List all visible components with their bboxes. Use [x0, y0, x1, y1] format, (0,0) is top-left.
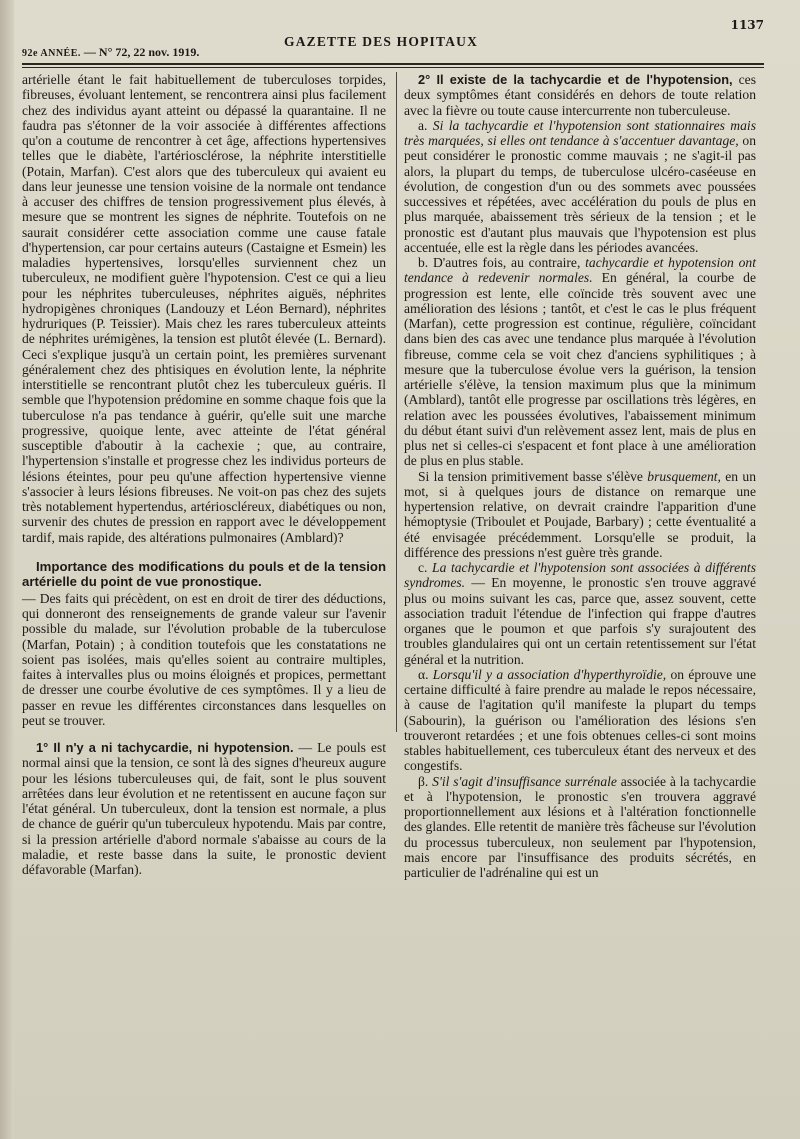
item-a-text: on peut considérer le pronostic comme mauvais ; ne s'agit-il pas alors, la plupart du temps, de tuberculose ulcéro-caséeuse en évolution, de congestion d'un ou des sommets avec poussées successives et répétées, avec accélération du pouls de plus en plus marquée, abaissement très sérieux de la tension ; et le pronostic est d'autant plus mauvais que l'hypotension est plus accentuée, elle est la règle dans les périodes avancées. [404, 133, 756, 255]
item-b-label: b. [418, 255, 429, 270]
item-beta-text: associée à la tachycardie et à l'hypotension, le pronostic s'en trouvera aggravé proportionnellement aux lésions et à l'altération fonctionnelle des glandes. Elle retentit de manière très fâcheuse sur l'évolution du processus tuberculeux, non seulement par l'hypotension, mais encore par l'insuffisance des produits sécrétés, en particulier de l'adrénaline qui est un [404, 773, 756, 880]
item-beta-heading: S'il s'agit d'insuffisance surrénale [432, 773, 617, 789]
issue-line [22, 45, 199, 60]
year-label: 92e ANNÉE. [22, 48, 81, 59]
point-2-heading: 2° Il existe de la tachycardie et de l'hypotension, [418, 72, 733, 87]
item-alpha-heading: Lorsqu'il y a association d'hyperthyroïdie, [432, 666, 667, 682]
page-header [22, 18, 764, 68]
point-2-text: ces deux symptômes étant considérés en dehors de toute relation avec la fièvre ou toute cause intercurrente non tuberculeuse. [404, 72, 756, 118]
item-c-label: c. [418, 560, 428, 575]
section-heading-prognosis: Importance des modifications du pouls et de la tension artérielle du point de vue pronostique. [22, 558, 386, 589]
paragraph-point-1 [22, 740, 386, 877]
item-b-intro: D'autres fois, au contraire, [432, 255, 581, 270]
sudden-rise-emphasis: brusquement, [647, 468, 721, 484]
item-alpha-label: α. [418, 666, 429, 682]
paragraph-hypertension-association: artérielle étant le fait habituellement de tuberculoses torpides, fibreuses, évoluant lentement, se rencontrera ainsi plus facilement chez des individus ayant atteint ou dépassé la quarantaine. Il ne faudra pas s'étonner de la voir associée à différentes affections qu'on a coutume de rencontrer à cet âge, affections hypertensives telles que le diabète, l'artériosclérose, la néphrite interstitielle (Potain, Marfan). C'est alors que des tuberculeux qui avaient eu dans leur jeunesse une tension voisine de la normale ont tendance à accuser des chiffres de tension progressivement plus élevés, à mesure que se montrent les signes de néphrite. Toutefois on ne saurait considérer cette association comme une cause fatale d'hypertension, car pour certains auteurs (Castaigne et Esmein) les maladies hypertensives, lorsqu'elles surviennent chez un tuberculeux, ne modifient guère l'hypotension. C'est ce qui a lieu pour les néphrites tuberculeuses, néphrites aiguës, néphrites hydropigènes chroniques (Landouzy et Léon Bernard), néphrites hydruriques (P. Teissier). Mais chez les rares tuberculeux atteints de néphrites urémigènes, la tension est plutôt élevée (L. Bernard). Ceci s'explique jusqu'à un certain point, les premières survenant généralement chez des phtisiques en évolution lente, la néphrite interstitielle se rencontrant plutôt chez les tuberculeux guéris. Il semble que l'hypotension prédomine en somme chaque fois que la tuberculose n'a pas tendance à guérir, qu'elle suit une marche progressive, quoique lente, avec atteinte de l'état général susceptible d'aboutir à la cachexie ; que, au contraire, l'hypertension s'installe et progresse chez les individus porteurs de lésions éteintes, pour peu qu'une affection hypertensive vienne s'associer à leurs lésions fibreuses. Ne voit-on pas chez des sujets très notablement hypertendus, artérioscléreux, diabétiques ou non, survenir des chutes de pression en rapport avec le développement tardif, mais rapide, des altérations pulmonaires (Amblard)? [22, 72, 386, 545]
left-column [22, 72, 386, 877]
column-divider [396, 72, 397, 732]
item-a-heading: Si la tachycardie et l'hypotension sont stationnaires mais très marquées, si elles ont tendance à s'accentuer davantage, [404, 117, 756, 148]
item-b-text: En général, la courbe de progression est lente, elle coïncide très souvent avec une amélioration des lésions ; tantôt, et c'est le cas le plus fréquent (Marfan), cette progression est continue, régulière, coïncidant dans bien des cas avec une tendance plus marquée à l'évolution fibreuse, comme cela se voit chez d'anciens syphilitiques ; à mesure que la tuberculose évolue vers la guérison, la tension artérielle s'élève, la tension maximum plus que la minimum (Amblard), tantôt elle progresse par oscillations très légères, en relation avec les poussées évolutives, l'abaissement minimum du début étant suivi d'un relèvement assez lent, mais de plus en plus net si celles-ci s'espacent et font place à une amélioration de plus en plus stable. [404, 270, 757, 469]
paragraph-sudden-rise [404, 469, 756, 561]
item-alpha-text: on éprouve une certaine difficulté à faire prendre au malade le repos nécessaire, à cause de l'agitation qu'il manifeste la plupart du temps (Sabourin), la guérison ou l'amélioration des lésions s'en trouveront retardées ; et une fois obtenues celles-ci sont moins stables habituellement, ces tuberculeux étant des nerveux et des congestifs. [404, 666, 756, 774]
page-binding-edge [0, 0, 14, 1139]
sudden-rise-text-b: en un mot, si à quelques jours de distance on remarque une hypertension relative, on devrait craindre l'apparition d'une hémoptysie (Triboulet et Poujade, Barbary) ; cette éventualité a été envisagée précédemment. Lorsqu'elle se produit, la différence des pressions n'est guère très grande. [404, 468, 757, 560]
paragraph-prognosis-intro: — Des faits qui précèdent, on est en droit de tirer des déductions, qui donneront des renseignements de grande valeur sur l'avenir possible du malade, sur l'évolution probable de la tuberculose (Marfan, Potain) ; à condition toutefois que les constatations ne soient pas isolées, mais qu'elles soient au contraire multiples, faites à intervalles plus ou moins éloignés et propices, permettant de dresser une courbe évolutive de ces symptômes. Il y a lieu de passer en revue les différentes circonstances dans lesquelles on peut se trouver. [22, 590, 386, 728]
journal-title: GAZETTE DES HOPITAUX [284, 34, 479, 49]
point-1-text: — Le pouls est normal ainsi que la tension, ce sont là des signes d'heureux augure pour les lésions tuberculeuses qui, de fait, sont le plus souvent arrêtées dans leur évolution et ne retentissent en aucune façon sur l'état général. Un tuberculeux, dont la tension est normale, a plus de chance de guérir qu'un tuberculeux hypotendu. Mais par contre, si la pression artérielle d'abord normale s'abaisse au cours de la maladie, et reste basse dans la suite, le pronostic devient défavorable (Marfan). [22, 740, 386, 877]
paragraph-alpha [404, 667, 756, 774]
item-a-label: a. [418, 117, 428, 133]
paragraph-a [404, 118, 756, 255]
item-c-text: — En moyenne, le pronostic s'en trouve aggravé plus ou moins suivant les cas, parce que, assez souvent, cette association traduit l'étendue de l'infection qui frappe d'autres organes que le poumon et que parfois s'y surajoutent des troubles glandulaires qui ont un certain retentissement sur l'état général et la nutrition. [404, 575, 756, 667]
paragraph-point-2 [404, 72, 756, 118]
header-rule-thick [22, 63, 764, 65]
item-b-heading: tachycardie et hypotension ont tendance à redevenir normales. [404, 255, 756, 286]
point-1-heading: 1° Il n'y a ni tachycardie, ni hypotension. [36, 740, 294, 755]
header-rule-thin [22, 67, 764, 68]
paragraph-c [404, 560, 756, 667]
item-beta-label: β. [418, 773, 429, 789]
paragraph-beta [404, 774, 756, 881]
item-c-heading: La tachycardie et l'hypotension sont associées à différents syndromes. [404, 560, 756, 591]
page-number: 1137 [730, 18, 764, 32]
sudden-rise-text-a: Si la tension primitivement basse s'élève [418, 468, 643, 484]
issue-number-date: — N° 72, 22 nov. 1919. [83, 45, 200, 59]
paragraph-b [404, 255, 756, 469]
right-column [404, 72, 756, 880]
